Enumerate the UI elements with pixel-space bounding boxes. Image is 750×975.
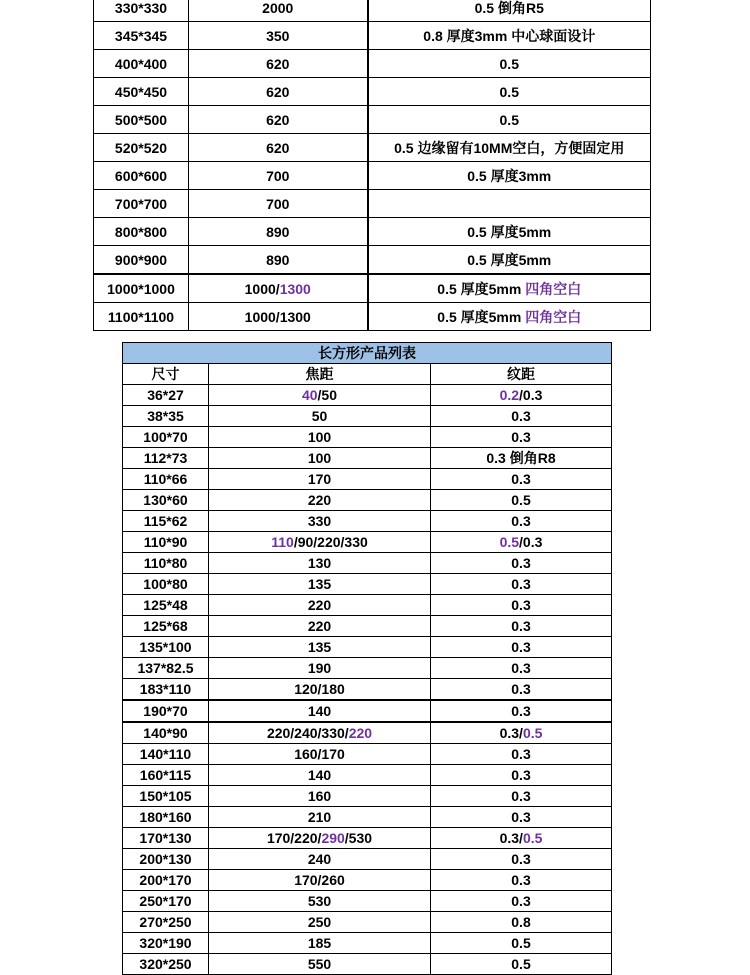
- focal-cell: [189, 0, 368, 22]
- cell-text: 0.3: [511, 893, 531, 909]
- pitch-cell: [431, 722, 612, 744]
- cell-text: 190: [307, 660, 332, 676]
- focal-cell: [189, 50, 368, 78]
- pitch-cell: [431, 385, 612, 406]
- table-row: [94, 274, 651, 303]
- cell-text: 550: [307, 956, 332, 972]
- rect-table-header-row: [123, 364, 612, 385]
- cell-text: 0.3/: [499, 830, 523, 846]
- highlight-text: 四角空白: [525, 280, 582, 297]
- pitch-cell: [431, 595, 612, 616]
- cell-text: 0.8 厚度3mm 中心球面设计: [423, 27, 596, 44]
- cell-text: 620: [266, 111, 290, 128]
- highlight-text: 0.5: [499, 534, 520, 550]
- focal-cell: [189, 106, 368, 134]
- focal-cell: [209, 511, 431, 532]
- size-cell: 400*400: [94, 50, 189, 78]
- cell-text: 620: [266, 83, 290, 100]
- size-cell: 250*170: [123, 891, 209, 912]
- cell-text: 0.3: [511, 429, 531, 445]
- size-cell: 520*520: [94, 134, 189, 162]
- focal-cell: [209, 490, 431, 511]
- focal-cell: [189, 162, 368, 190]
- cell-text: 0.3: [511, 809, 531, 825]
- cell-text: 0.5 边缘留有10MM空白，方便固定用: [394, 139, 625, 156]
- pitch-cell: [431, 469, 612, 490]
- table-row: [123, 807, 612, 828]
- focal-cell: [189, 303, 368, 331]
- pitch-cell: [431, 553, 612, 574]
- table-row: [123, 954, 612, 975]
- pitch-cell: [368, 0, 651, 22]
- table-row: [94, 246, 651, 275]
- focal-cell: [209, 469, 431, 490]
- size-cell: 800*800: [94, 218, 189, 246]
- cell-text: 0.5: [499, 55, 519, 72]
- cell-text: 0.5 厚度5mm: [467, 251, 552, 268]
- cell-text: 0.5 倒角R5: [474, 0, 544, 16]
- focal-cell: [209, 765, 431, 786]
- focal-cell: [209, 427, 431, 448]
- cell-text: 160/170: [294, 746, 345, 762]
- table-row: [94, 134, 651, 162]
- pitch-cell: [368, 22, 651, 50]
- table-row: [94, 106, 651, 134]
- highlight-text: 四角空白: [525, 308, 582, 325]
- size-cell: 140*90: [123, 722, 209, 744]
- cell-text: 0.5 厚度5mm: [437, 308, 526, 325]
- pitch-cell: [368, 190, 651, 218]
- cell-text: 170/260: [294, 872, 345, 888]
- pitch-cell: [368, 134, 651, 162]
- pitch-cell: [431, 490, 612, 511]
- cell-text: 0.3: [511, 408, 531, 424]
- pitch-cell: [368, 106, 651, 134]
- size-cell: 125*68: [123, 616, 209, 637]
- focal-cell: [209, 574, 431, 595]
- cell-text: 135: [307, 576, 332, 592]
- highlight-text: 220: [348, 725, 373, 741]
- pitch-cell: [431, 616, 612, 637]
- cell-text: /90/220/330: [293, 534, 368, 550]
- table-row: [123, 427, 612, 448]
- pitch-cell: [431, 807, 612, 828]
- cell-text: 890: [266, 223, 290, 240]
- cell-text: 140: [307, 703, 332, 719]
- square-table-body: [94, 0, 651, 331]
- cell-text: 0.3: [511, 681, 531, 697]
- pitch-cell: [431, 637, 612, 658]
- highlight-text: 1300: [279, 280, 311, 297]
- table-row: [123, 744, 612, 765]
- cell-text: 0.3: [511, 703, 531, 719]
- table-row: [123, 786, 612, 807]
- cell-text: 220: [307, 618, 332, 634]
- cell-text: /0.3: [519, 387, 543, 403]
- size-cell: 110*80: [123, 553, 209, 574]
- size-cell: 900*900: [94, 246, 189, 275]
- table-row: [123, 849, 612, 870]
- table-row: [123, 933, 612, 954]
- focal-cell: [209, 532, 431, 553]
- cell-text: 100: [307, 450, 332, 466]
- size-cell: 140*110: [123, 744, 209, 765]
- table-row: [94, 0, 651, 22]
- cell-text: 620: [266, 55, 290, 72]
- rect-table-body: [123, 385, 612, 975]
- cell-text: 130: [307, 555, 332, 571]
- table-row: [123, 532, 612, 553]
- cell-text: 220/240/330/: [266, 725, 349, 741]
- pitch-cell: [431, 406, 612, 427]
- pitch-cell: [368, 218, 651, 246]
- pitch-cell: [431, 954, 612, 975]
- table-row: [94, 303, 651, 331]
- cell-text: 135: [307, 639, 332, 655]
- cell-text: 0.5: [499, 111, 519, 128]
- cell-text: 0.3: [511, 576, 531, 592]
- table-row: [123, 574, 612, 595]
- focal-cell: [209, 954, 431, 975]
- focal-cell: [209, 912, 431, 933]
- pitch-cell: [431, 870, 612, 891]
- size-cell: 183*110: [123, 679, 209, 701]
- size-cell: 600*600: [94, 162, 189, 190]
- cell-text: 170/220/: [266, 830, 322, 846]
- cell-text: 0.5: [511, 935, 531, 951]
- focal-cell: [189, 134, 368, 162]
- cell-text: 50: [311, 408, 328, 424]
- pitch-cell: [368, 78, 651, 106]
- size-cell: 700*700: [94, 190, 189, 218]
- cell-text: 0.3: [511, 746, 531, 762]
- cell-text: 250: [307, 914, 332, 930]
- table-row: [94, 218, 651, 246]
- table-row: [123, 511, 612, 532]
- size-cell: 330*330: [94, 0, 189, 22]
- cell-text: 0.3: [511, 872, 531, 888]
- table-row: [94, 162, 651, 190]
- cell-text: 620: [266, 139, 290, 156]
- cell-text: 0.3 倒角R8: [486, 450, 556, 466]
- focal-cell: [209, 679, 431, 701]
- cell-text: 185: [307, 935, 332, 951]
- cell-text: 890: [266, 251, 290, 268]
- table-row: [123, 765, 612, 786]
- cell-text: 0.3/: [499, 725, 523, 741]
- pitch-cell: [431, 933, 612, 954]
- cell-text: 0.3: [511, 851, 531, 867]
- size-cell: 100*70: [123, 427, 209, 448]
- highlight-text: 0.2: [499, 387, 520, 403]
- table-row: [94, 50, 651, 78]
- size-cell: 170*130: [123, 828, 209, 849]
- cell-text: 0.5 厚度5mm: [467, 223, 552, 240]
- size-cell: 112*73: [123, 448, 209, 469]
- cell-text: 350: [266, 27, 290, 44]
- cell-text: 0.5 厚度3mm: [467, 167, 552, 184]
- size-cell: 320*190: [123, 933, 209, 954]
- cell-text: 210: [307, 809, 332, 825]
- pitch-cell: [368, 50, 651, 78]
- cell-text: 0.5: [499, 83, 519, 100]
- cell-text: 0.3: [511, 513, 531, 529]
- size-cell: 180*160: [123, 807, 209, 828]
- pitch-cell: [431, 828, 612, 849]
- pitch-cell: [431, 849, 612, 870]
- rect-table-title: 长方形产品列表: [123, 343, 612, 364]
- cell-text: /0.3: [519, 534, 543, 550]
- cell-text: 0.3: [511, 471, 531, 487]
- header-size: 尺寸: [123, 364, 209, 385]
- size-cell: 1100*1100: [94, 303, 189, 331]
- focal-cell: [209, 448, 431, 469]
- pitch-cell: [431, 679, 612, 701]
- size-cell: 500*500: [94, 106, 189, 134]
- table-row: [123, 553, 612, 574]
- focal-cell: [209, 786, 431, 807]
- table-row: [94, 22, 651, 50]
- pitch-cell: [431, 912, 612, 933]
- focal-cell: [209, 828, 431, 849]
- focal-cell: [209, 553, 431, 574]
- highlight-text: 0.5: [522, 725, 543, 741]
- focal-cell: [209, 807, 431, 828]
- focal-cell: [209, 385, 431, 406]
- cell-text: 170: [307, 471, 332, 487]
- size-cell: 135*100: [123, 637, 209, 658]
- table-row: [123, 406, 612, 427]
- header-pitch: 纹距: [431, 364, 612, 385]
- pitch-cell: [368, 162, 651, 190]
- cell-text: 0.3: [511, 639, 531, 655]
- focal-cell: [189, 246, 368, 275]
- size-cell: 270*250: [123, 912, 209, 933]
- focal-cell: [189, 274, 368, 303]
- pitch-cell: [368, 303, 651, 331]
- size-cell: 150*105: [123, 786, 209, 807]
- table-row: [123, 616, 612, 637]
- size-cell: 200*130: [123, 849, 209, 870]
- size-cell: 190*70: [123, 700, 209, 722]
- focal-cell: [189, 190, 368, 218]
- cell-text: 100: [307, 429, 332, 445]
- pitch-cell: [431, 658, 612, 679]
- cell-text: 120/180: [294, 681, 345, 697]
- pitch-cell: [431, 786, 612, 807]
- highlight-text: 290: [321, 830, 345, 846]
- size-cell: 137*82.5: [123, 658, 209, 679]
- highlight-text: 110: [271, 534, 294, 550]
- pitch-cell: [431, 744, 612, 765]
- focal-cell: [189, 78, 368, 106]
- size-cell: 110*66: [123, 469, 209, 490]
- cell-text: 220: [307, 492, 332, 508]
- size-cell: 110*90: [123, 532, 209, 553]
- cell-text: 0.8: [511, 914, 531, 930]
- table-row: [123, 448, 612, 469]
- pitch-cell: [431, 765, 612, 786]
- table-row: [123, 679, 612, 701]
- highlight-text: 0.5: [522, 830, 543, 846]
- focal-cell: [189, 218, 368, 246]
- table-row: [94, 78, 651, 106]
- pitch-cell: [431, 532, 612, 553]
- cell-text: 160: [307, 788, 332, 804]
- size-cell: 450*450: [94, 78, 189, 106]
- pitch-cell: [368, 274, 651, 303]
- table-row: [123, 891, 612, 912]
- size-cell: 38*35: [123, 406, 209, 427]
- focal-cell: [209, 700, 431, 722]
- focal-cell: [209, 744, 431, 765]
- size-cell: 36*27: [123, 385, 209, 406]
- cell-text: /530: [344, 830, 373, 846]
- table-row: [123, 828, 612, 849]
- table-row: [123, 469, 612, 490]
- size-cell: 1000*1000: [94, 274, 189, 303]
- pitch-cell: [431, 574, 612, 595]
- table-row: [123, 490, 612, 511]
- focal-cell: [209, 595, 431, 616]
- pitch-cell: [368, 246, 651, 275]
- cell-text: 240: [307, 851, 332, 867]
- cell-text: 700: [266, 167, 290, 184]
- cell-text: 0.3: [511, 618, 531, 634]
- cell-text: 0.5: [511, 956, 531, 972]
- cell-text: 0.3: [511, 555, 531, 571]
- table-row: [123, 870, 612, 891]
- focal-cell: [209, 870, 431, 891]
- cell-text: 1000/1300: [244, 308, 311, 325]
- pitch-cell: [431, 700, 612, 722]
- table-row: [123, 385, 612, 406]
- size-cell: 100*80: [123, 574, 209, 595]
- cell-text: 220: [307, 597, 332, 613]
- size-cell: 115*62: [123, 511, 209, 532]
- focal-cell: [209, 933, 431, 954]
- size-cell: 320*250: [123, 954, 209, 975]
- cell-text: 0.3: [511, 660, 531, 676]
- table-row: [123, 722, 612, 744]
- cell-text: /50: [317, 387, 338, 403]
- cell-text: 0.3: [511, 788, 531, 804]
- focal-cell: [209, 616, 431, 637]
- focal-cell: [189, 22, 368, 50]
- cell-text: 0.5: [511, 492, 531, 508]
- square-product-table: [93, 0, 651, 331]
- cell-text: 0.5 厚度5mm: [437, 280, 526, 297]
- table-row: [123, 637, 612, 658]
- cell-text: 0.3: [511, 767, 531, 783]
- size-cell: 345*345: [94, 22, 189, 50]
- size-cell: 125*48: [123, 595, 209, 616]
- cell-text: 2000: [262, 0, 294, 16]
- cell-text: 0.3: [511, 597, 531, 613]
- table-row: [123, 912, 612, 933]
- pitch-cell: [431, 448, 612, 469]
- header-focal: 焦距: [209, 364, 431, 385]
- cell-text: 140: [307, 767, 332, 783]
- rectangular-product-table: [122, 342, 612, 975]
- focal-cell: [209, 722, 431, 744]
- cell-text: 1000/: [244, 280, 280, 297]
- focal-cell: [209, 637, 431, 658]
- cell-text: 530: [307, 893, 332, 909]
- table-row: [123, 658, 612, 679]
- cell-text: 700: [266, 195, 290, 212]
- table-row: [123, 700, 612, 722]
- focal-cell: [209, 891, 431, 912]
- rect-table-title-row: [123, 343, 612, 364]
- focal-cell: [209, 406, 431, 427]
- cell-text: 330: [307, 513, 332, 529]
- pitch-cell: [431, 891, 612, 912]
- size-cell: 130*60: [123, 490, 209, 511]
- focal-cell: [209, 658, 431, 679]
- table-row: [94, 190, 651, 218]
- pitch-cell: [431, 427, 612, 448]
- pitch-cell: [431, 511, 612, 532]
- size-cell: 160*115: [123, 765, 209, 786]
- highlight-text: 40: [301, 387, 318, 403]
- size-cell: 200*170: [123, 870, 209, 891]
- table-row: [123, 595, 612, 616]
- focal-cell: [209, 849, 431, 870]
